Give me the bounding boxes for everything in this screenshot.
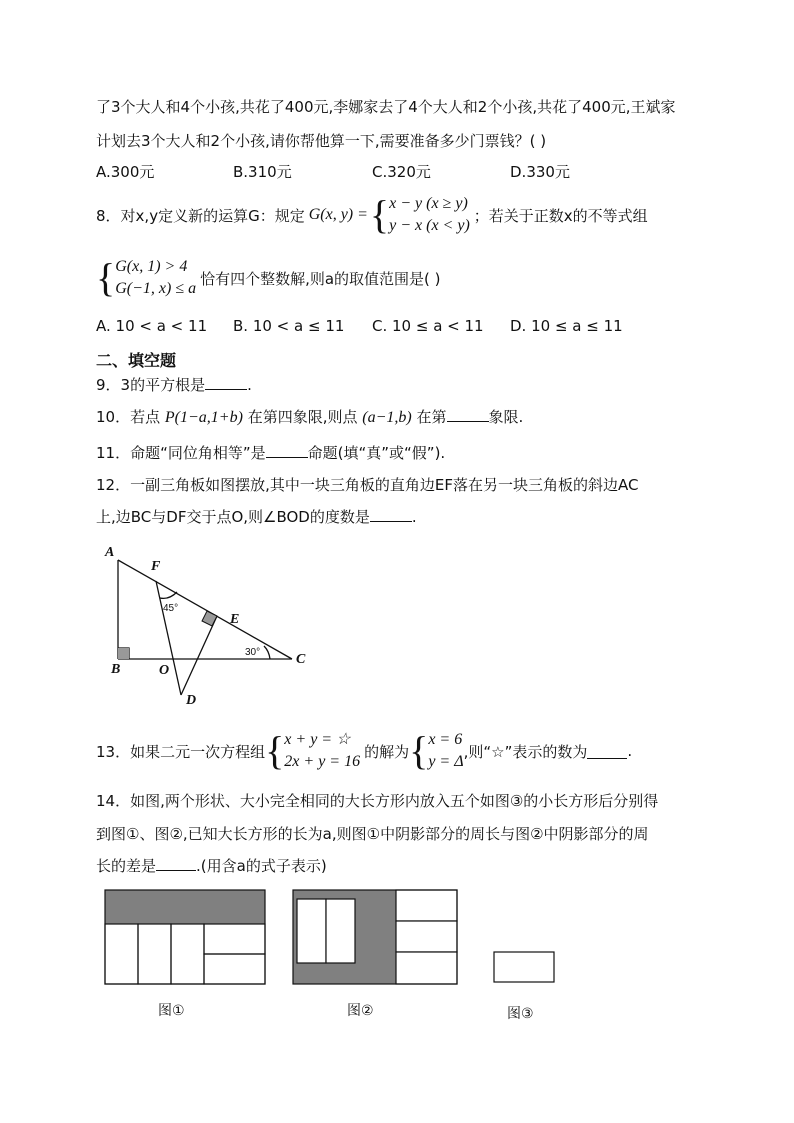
q13 (96, 728, 632, 774)
q10-mid2: 在第 (416, 408, 447, 426)
q12-end: . (411, 508, 417, 526)
fig1-shaded-region (105, 890, 265, 924)
q10-pre: 10．若点 (96, 408, 161, 426)
q12-figure (96, 540, 326, 710)
q14-caption-1: 图① (158, 1003, 185, 1019)
q14-figure-1 (104, 889, 266, 985)
q8-def-case2: y − x (x < y) (389, 217, 470, 234)
angle-45-arc (160, 592, 177, 598)
q14-caption-2: 图② (347, 1003, 374, 1019)
q8-option-a: A. 10 < a < 11 (96, 317, 208, 335)
label-angle-30: 30° (245, 647, 261, 658)
label-c: C (296, 652, 306, 667)
q8-tail: ；若关于正数x的不等式组 (473, 206, 648, 225)
label-angle-45: 45° (163, 603, 179, 614)
q13-sol1: x = 6 (428, 731, 463, 748)
q13-mid: 的解为 (364, 742, 410, 761)
label-f: F (151, 559, 161, 574)
q7-option-d: D.330元 (510, 163, 570, 181)
q13-solution (428, 729, 463, 773)
q7-option-a: A.300元 (96, 163, 155, 181)
q10-point-2: (a−1,b) (362, 409, 412, 426)
q8-def-case1: x − y (x ≥ y) (389, 195, 468, 212)
q9 (96, 374, 252, 395)
q7-line2: 计划去3个大人和2个小孩,请你帮他算一下,需要准备多少门票钱？( ) (96, 132, 547, 150)
fig2-small-rect-4 (396, 921, 457, 952)
q8-def-lhs: G(x, y) = (308, 206, 368, 223)
q11-blank (266, 443, 308, 458)
q13-pre: 13．如果二元一次方程组 (96, 742, 266, 761)
q10 (96, 406, 523, 427)
q8-sys-brace: { (96, 255, 116, 300)
q8-line1 (96, 192, 648, 238)
label-a: A (105, 545, 115, 560)
q14-line1: 14．如图,两个形状、大小完全相同的大长方形内放入五个如图③的小长方形后分别得 (96, 792, 659, 810)
right-angle-b-fill (118, 648, 129, 659)
q13-system (284, 729, 360, 773)
fig2-small-rect-3 (396, 890, 457, 921)
label-b: B (111, 662, 121, 677)
fig1-small-rect-5 (204, 954, 265, 984)
q13-end: . (627, 742, 633, 760)
fig2-small-rect-5 (396, 952, 457, 984)
q10-end: 象限. (488, 408, 524, 426)
q8-sys-line2: G(−1, x) ≤ a (115, 280, 197, 297)
label-e: E (230, 612, 240, 627)
side-ed (181, 616, 217, 695)
q14-line3-end: .(用含a的式子表示) (196, 857, 327, 875)
q8-sys (115, 256, 196, 300)
q10-mid: 在第四象限,则点 (247, 408, 358, 426)
q13-blank (587, 744, 627, 759)
q8-option-b: B. 10 < a ≤ 11 (233, 317, 345, 335)
q12-line2-text: 上,边BC与DF交于点O,则∠BOD的度数是 (96, 508, 370, 526)
fig2-small-rect-2 (326, 899, 355, 963)
fig2-small-rect-1 (297, 899, 326, 963)
q11-text: 11．命题“同位角相等”是 (96, 444, 266, 462)
q12-blank (370, 507, 412, 522)
q12-line1: 12．一副三角板如图摆放,其中一块三角板的直角边EF落在另一块三角板的斜边AC (96, 476, 639, 494)
q8-sys-line1: G(x, 1) > 4 (115, 258, 188, 275)
q7-option-b: B.310元 (233, 163, 292, 181)
side-ac (118, 560, 292, 659)
q14-figure-3 (493, 951, 557, 985)
q13-eq2: 2x + y = 16 (284, 753, 361, 770)
q14-figure-2 (292, 889, 458, 985)
q12-line2 (96, 506, 417, 527)
q7-line1: 了3个大人和4个小孩,共花了400元,李娜家去了4个大人和2个小孩,共花了400元,王斌家 (96, 98, 676, 116)
q8-option-c: C. 10 ≤ a < 11 (372, 317, 484, 335)
q13-brace-1: { (265, 728, 285, 773)
q14-line3-text: 长的差是 (96, 857, 157, 875)
q14-line3 (96, 855, 327, 876)
q9-text: 9．3的平方根是 (96, 376, 206, 394)
fig3-small-rect (494, 952, 554, 982)
fig1-small-rect-1 (105, 924, 138, 984)
q8-line2 (96, 255, 441, 301)
q10-point-p: P(1−a,1+b) (164, 409, 243, 426)
q11-end: 命题(填“真”或“假”). (307, 444, 446, 462)
q13-sol2: y = Δ (428, 753, 464, 770)
q13-eq1: x + y = ☆ (284, 731, 351, 748)
label-o: O (159, 663, 170, 678)
q8-def-brace: { (369, 192, 390, 237)
q8-lead: 8．对x,y定义新的运算G：规定 (96, 206, 305, 225)
q13-brace-2: { (409, 728, 429, 773)
q11 (96, 442, 445, 463)
fig1-small-rect-3 (171, 924, 204, 984)
q8-def-cases (389, 193, 470, 237)
q14-line2: 到图①、图②,已知大长方形的长为a,则图①中阴影部分的周长与图②中阴影部分的周 (96, 825, 649, 843)
q9-blank (205, 375, 247, 390)
q7-option-c: C.320元 (372, 163, 431, 181)
q8-after-sys: 恰有四个整数解,则a的取值范围是( ) (200, 269, 441, 288)
q13-post: ,则“☆”表示的数为 (463, 742, 588, 761)
angle-30-arc (264, 646, 270, 659)
fig1-small-rect-2 (138, 924, 171, 984)
q14-blank (156, 856, 196, 871)
section-heading: 二、填空题 (96, 351, 177, 370)
label-d: D (186, 693, 197, 708)
right-angle-e (202, 611, 217, 626)
q9-end: . (247, 376, 252, 394)
q14-caption-3: 图③ (507, 1006, 534, 1022)
fig1-small-rect-4 (204, 924, 265, 954)
q10-blank (447, 407, 489, 422)
q8-option-d: D. 10 ≤ a ≤ 11 (510, 317, 623, 335)
